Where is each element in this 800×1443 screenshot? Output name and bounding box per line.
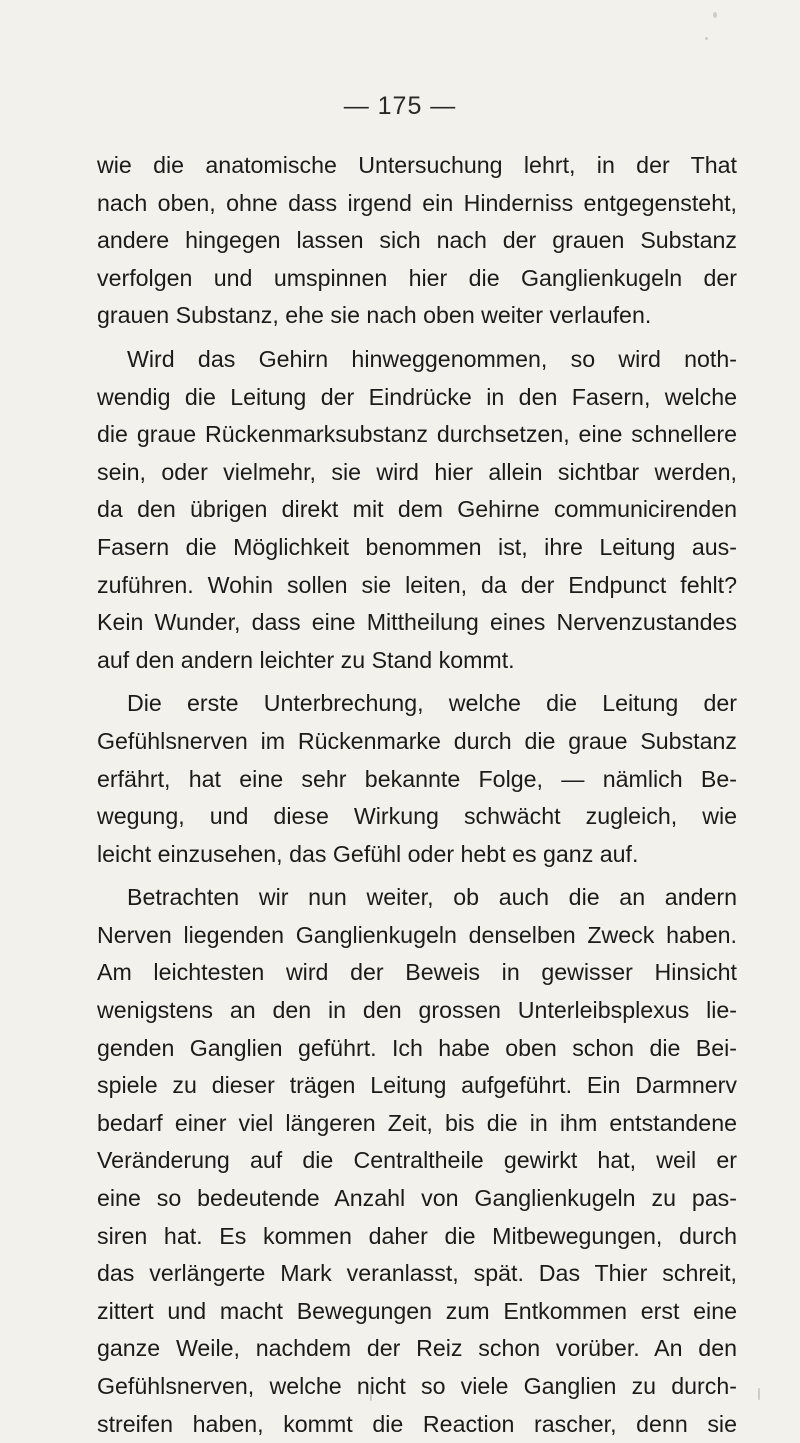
text-line: eine so bedeutende Anzahl von Ganglienkugeln zu pas- <box>97 1185 737 1212</box>
paragraph <box>97 341 737 679</box>
text-line: Betrachten wir nun weiter, ob auch die an andern <box>127 884 737 911</box>
text-line: die graue Rückenmarksubstanz durchsetzen, eine schnellere <box>97 421 737 448</box>
text-line: da den übrigen direkt mit dem Gehirne communicirenden <box>97 496 737 523</box>
text-line: Gefühlsnerven, welche nicht so viele Ganglien zu durch- <box>97 1373 737 1399</box>
text-line: wenigstens an den in den grossen Unterleibsplexus lie- <box>97 997 737 1024</box>
text-line: auf den andern leichter zu Stand kommt. <box>97 646 515 673</box>
text-line: zuführen. Wohin sollen sie leiten, da der Endpunct fehlt? <box>97 571 737 598</box>
paper-speck <box>758 1388 760 1400</box>
text-line: Wird das Gehirn hinweggenommen, so wird noth- <box>127 345 737 372</box>
text-line: andere hingegen lassen sich nach der grauen Substanz <box>97 227 737 254</box>
text-line: zittert und macht Bewegungen zum Entkommen erst eine <box>97 1297 737 1324</box>
text-line: spiele zu dieser trägen Leitung aufgeführt. Ein Darmnerv <box>97 1072 737 1099</box>
text-line: Kein Wunder, dass eine Mittheilung eines Nervenzustandes <box>97 609 737 636</box>
text-line: grauen Substanz, ehe sie nach oben weiter verlaufen. <box>97 302 652 329</box>
text-line: verfolgen und umspinnen hier die Ganglienkugeln der <box>97 264 737 291</box>
text-line: Veränderung auf die Centraltheile gewirkt hat, weil er <box>97 1147 737 1174</box>
text-line: wie die anatomische Untersuchung lehrt, in der That <box>97 152 737 178</box>
text-line: Gefühlsnerven im Rückenmarke durch die graue Substanz <box>97 727 737 754</box>
text-line: nach oben, ohne dass irgend ein Hinderniss entgegensteht, <box>97 189 737 216</box>
paragraph <box>97 147 737 335</box>
text-line: Die erste Unterbrechung, welche die Leitung der <box>127 690 737 717</box>
text-line: streifen haben, kommt die Reaction rascher, denn sie <box>97 1410 737 1437</box>
paper-speck <box>705 37 708 40</box>
text-line: Fasern die Möglichkeit benommen ist, ihre Leitung aus- <box>97 533 737 560</box>
text-line: ganze Weile, nachdem der Reiz schon vorüber. An den <box>97 1335 737 1362</box>
paper-speck <box>713 12 717 18</box>
text-line: sein, oder vielmehr, sie wird hier allein sichtbar werden, <box>97 458 737 485</box>
text-line: siren hat. Es kommen daher die Mitbewegungen, durch <box>97 1222 737 1249</box>
paper-speck <box>370 1385 372 1401</box>
text-line: leicht einzusehen, das Gefühl oder hebt es ganz auf. <box>97 840 639 867</box>
body-text <box>97 147 737 1443</box>
text-line: genden Ganglien geführt. Ich habe oben schon die Bei- <box>97 1034 737 1061</box>
text-line: erfährt, hat eine sehr bekannte Folge, — nämlich Be- <box>97 765 737 792</box>
paragraph <box>97 879 737 1443</box>
page-number: — 175 — <box>343 92 457 120</box>
text-line: wegung, und diese Wirkung schwächt zugleich, wie <box>97 803 737 830</box>
text-line: wendig die Leitung der Eindrücke in den Fasern, welche <box>97 383 737 410</box>
text-line: Nerven liegenden Ganglienkugeln denselben Zweck haben. <box>97 921 737 948</box>
paragraph <box>97 685 737 873</box>
text-line: Am leichtesten wird der Beweis in gewisser Hinsicht <box>97 959 737 986</box>
text-line: bedarf einer viel längeren Zeit, bis die in ihm entstandene <box>97 1109 737 1136</box>
text-line: das verlängerte Mark veranlasst, spät. Das Thier schreit, <box>97 1260 737 1287</box>
